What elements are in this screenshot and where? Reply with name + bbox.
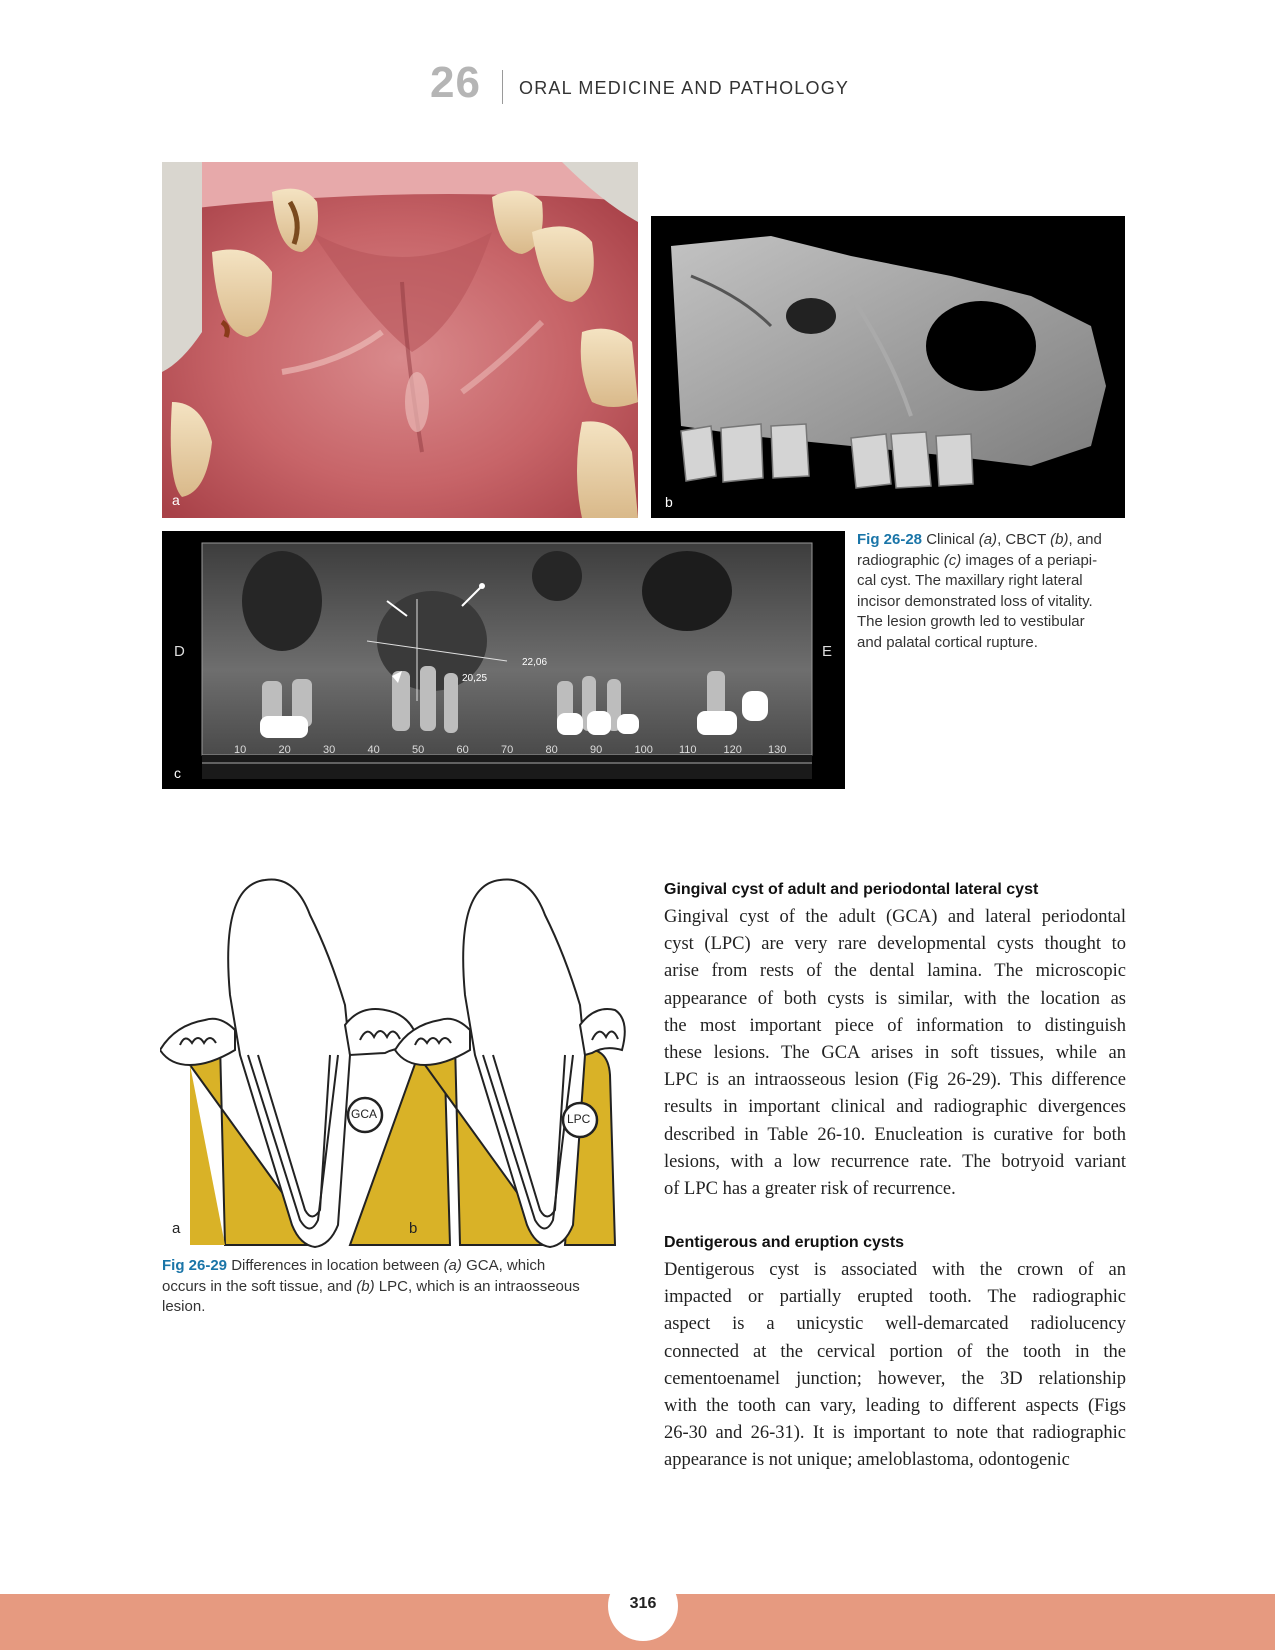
text-line: cyst (LPC) are very rare developmental cysts thought to <box>664 934 1126 955</box>
side-marker-right: E <box>822 643 833 660</box>
text-line: LPC is an intraosseous lesion (Fig 26-29). This difference <box>664 1070 1126 1091</box>
ruler-tick-label: 70 <box>501 744 514 756</box>
text-line: described in Table 26-10. Enucleation is curative for both <box>664 1124 1126 1145</box>
text-line: arise from rests of the dental lamina. The microscopic <box>664 961 1126 982</box>
panel-label-c: c <box>174 765 181 781</box>
caption-ref-b: (b) <box>356 1277 375 1295</box>
fig28-cbct-b <box>651 216 1125 518</box>
lpc-label: LPC <box>567 1112 591 1126</box>
measurement-horizontal: 22,06 <box>522 657 548 668</box>
ruler-tick-label: 30 <box>323 744 336 756</box>
cbct-illustration <box>651 216 1125 518</box>
text-line: 26-30 and 26-31). It is important to note that radiographic <box>664 1423 1126 1444</box>
fig28-photo-a <box>162 162 638 518</box>
ruler-tick-label: 20 <box>278 744 291 756</box>
text-line: appearance of both cysts is similar, with the location as <box>664 988 1126 1009</box>
caption-text: , and <box>1068 531 1102 548</box>
caption-ref-c: (c) <box>943 551 962 569</box>
ruler-tick-label: 10 <box>234 744 247 756</box>
text-line: impacted or partially erupted tooth. The radiographic <box>664 1287 1126 1308</box>
fig29-number: Fig 26-29 <box>162 1257 228 1274</box>
caption-ref-a: (a) <box>443 1257 462 1274</box>
ruler-tick-label: 80 <box>545 744 558 756</box>
caption-text: LPC, which is an intraosseous <box>374 1277 580 1295</box>
clinical-photo-illustration <box>162 162 638 518</box>
caption-line: incisor demonstrated loss of vitality. <box>857 592 1093 610</box>
chapter-title: ORAL MEDICINE AND PATHOLOGY <box>519 78 850 98</box>
text-line: these lesions. The GCA arises in soft tissues, while an <box>664 1043 1126 1064</box>
text-line: results in important clinical and radiographic divergences <box>664 1097 1126 1118</box>
header-divider <box>502 70 503 104</box>
tooth-diagrams <box>160 875 630 1250</box>
ruler-tick-label: 40 <box>367 744 380 756</box>
section-body-gingival-cyst <box>664 904 1126 1203</box>
measurement-vertical: 20,25 <box>462 673 488 684</box>
text-line: Gingival cyst of the adult (GCA) and lateral periodontal <box>664 907 1126 927</box>
caption-text: images of a periapi- <box>961 551 1098 569</box>
page-number: 316 <box>629 1595 657 1612</box>
panel-label-a: a <box>172 1220 181 1237</box>
ruler-tick-label: 90 <box>590 744 603 756</box>
text-line: lesions, with a low recurrence rate. The botryoid variant <box>664 1151 1126 1172</box>
fig28-radiograph-c <box>162 531 845 789</box>
ruler-tick-labels <box>162 744 845 760</box>
gca-label: GCA <box>351 1107 378 1121</box>
caption-text: , CBCT <box>997 531 1051 548</box>
caption-line: and palatal cortical rupture. <box>857 633 1038 651</box>
section-body-dentigerous-cysts <box>664 1257 1126 1475</box>
caption-text: radiographic <box>857 551 944 569</box>
caption-text: Clinical <box>926 531 979 548</box>
text-line: with the tooth can vary, leading to different aspects (Figs <box>664 1396 1126 1417</box>
ruler-tick-label: 100 <box>634 744 653 756</box>
fig29-diagram <box>160 875 630 1250</box>
section-heading-dentigerous-cysts: Dentigerous and eruption cysts <box>664 1234 905 1251</box>
text-line: connected at the cervical portion of the tooth in the <box>664 1341 1126 1362</box>
caption-text: Differences in location between <box>227 1257 444 1274</box>
panel-label-a: a <box>172 492 180 508</box>
fig28-number: Fig 26-28 <box>857 531 923 548</box>
fig29-caption <box>162 1256 632 1318</box>
fig28-caption <box>857 530 1127 653</box>
text-line: aspect is a unicystic well-demarcated radiolucency <box>664 1314 1126 1335</box>
caption-text: GCA, which <box>461 1257 546 1274</box>
text-line: the most important piece of information to distinguish <box>664 1015 1126 1036</box>
side-marker-left: D <box>174 643 185 660</box>
ruler-tick-label: 110 <box>679 744 697 756</box>
caption-text: occurs in the soft tissue, and <box>162 1277 357 1295</box>
caption-line: cal cyst. The maxillary right lateral <box>857 572 1083 589</box>
caption-ref-b: (b) <box>1050 531 1069 548</box>
text-line: cementoenamel junction; however, the 3D relationship <box>664 1368 1126 1389</box>
caption-ref-a: (a) <box>978 531 998 548</box>
ruler-tick-label: 130 <box>768 744 787 756</box>
caption-line: The lesion growth led to vestibular <box>857 613 1085 630</box>
caption-line: lesion. <box>162 1298 206 1315</box>
text-line: Dentigerous cyst is associated with the crown of an <box>664 1260 1126 1280</box>
ruler-tick-label: 120 <box>723 744 742 756</box>
section-heading-gingival-cyst: Gingival cyst of adult and periodontal lateral cyst <box>664 881 1039 898</box>
panel-label-b: b <box>665 494 673 510</box>
ruler-tick-label: 50 <box>412 744 425 756</box>
chapter-number: 26 <box>430 58 481 107</box>
text-line: appearance is not unique; ameloblastoma, odontogenic <box>664 1450 1070 1471</box>
text-line: of LPC has a greater risk of recurrence. <box>664 1179 956 1200</box>
panel-label-b: b <box>409 1220 418 1237</box>
ruler-tick-label: 60 <box>456 744 469 756</box>
